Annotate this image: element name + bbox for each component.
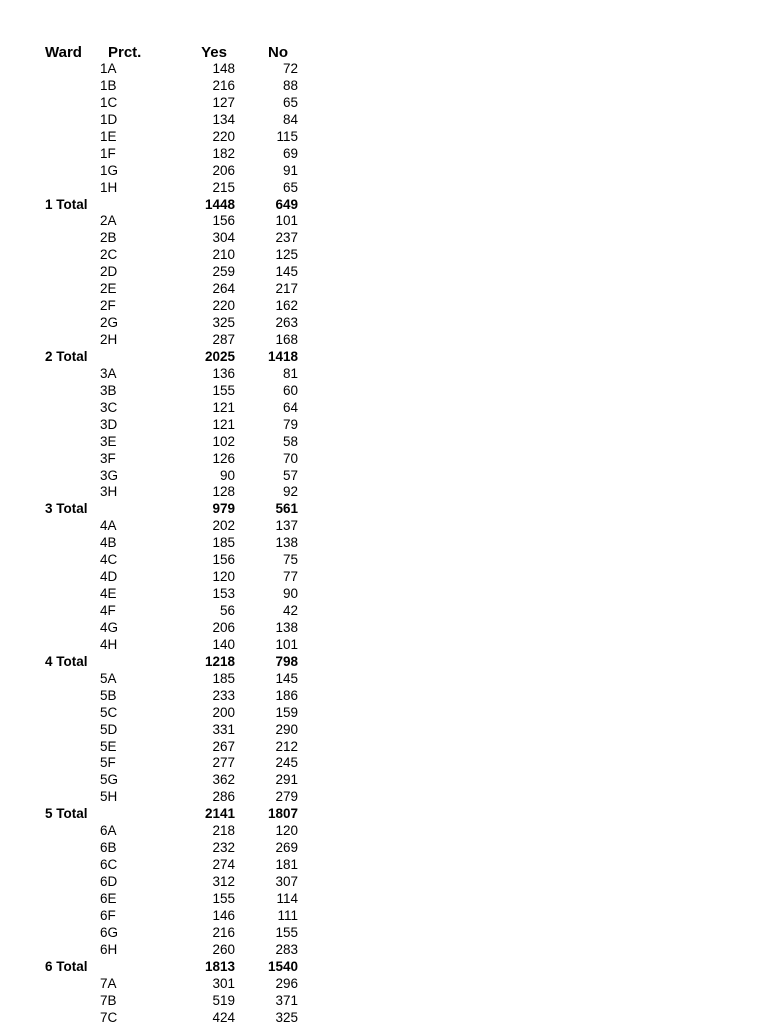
cell-yes: 155 bbox=[212, 891, 235, 908]
cell-prct: 5D bbox=[100, 722, 117, 739]
ward-total-row bbox=[0, 349, 768, 366]
cell-yes: 312 bbox=[212, 874, 235, 891]
table-row bbox=[0, 840, 768, 857]
table-row bbox=[0, 637, 768, 654]
table-row bbox=[0, 180, 768, 197]
cell-yes: 216 bbox=[212, 78, 235, 95]
cell-prct: 1F bbox=[100, 146, 116, 163]
cell-no: 181 bbox=[275, 857, 298, 874]
cell-ward: 6 Total bbox=[45, 959, 88, 976]
ward-total-row bbox=[0, 654, 768, 671]
cell-no: 263 bbox=[275, 315, 298, 332]
table-row bbox=[0, 755, 768, 772]
table-row bbox=[0, 264, 768, 281]
cell-no: 245 bbox=[275, 755, 298, 772]
cell-no: 168 bbox=[275, 332, 298, 349]
cell-no: 291 bbox=[275, 772, 298, 789]
cell-yes: 185 bbox=[212, 535, 235, 552]
cell-yes: 156 bbox=[212, 213, 235, 230]
table-row bbox=[0, 451, 768, 468]
cell-no: 371 bbox=[275, 993, 298, 1010]
cell-yes: 121 bbox=[212, 417, 235, 434]
cell-no: 91 bbox=[283, 163, 298, 180]
cell-prct: 2D bbox=[100, 264, 117, 281]
cell-prct: 3H bbox=[100, 484, 117, 501]
table-row bbox=[0, 993, 768, 1010]
table-row bbox=[0, 129, 768, 146]
cell-no: 290 bbox=[275, 722, 298, 739]
cell-prct: 4B bbox=[100, 535, 117, 552]
cell-yes: 216 bbox=[212, 925, 235, 942]
cell-prct: 4A bbox=[100, 518, 117, 535]
table-row bbox=[0, 61, 768, 78]
table-row bbox=[0, 688, 768, 705]
table-row bbox=[0, 230, 768, 247]
table-row bbox=[0, 281, 768, 298]
cell-no: 120 bbox=[275, 823, 298, 840]
cell-ward: 2 Total bbox=[45, 349, 88, 366]
cell-no: 125 bbox=[275, 247, 298, 264]
table-row bbox=[0, 78, 768, 95]
table-row bbox=[0, 163, 768, 180]
cell-prct: 5E bbox=[100, 739, 117, 756]
cell-yes: 153 bbox=[212, 586, 235, 603]
cell-no: 162 bbox=[275, 298, 298, 315]
cell-prct: 7A bbox=[100, 976, 117, 993]
cell-ward: 4 Total bbox=[45, 654, 88, 671]
cell-no: 92 bbox=[283, 484, 298, 501]
cell-prct: 3E bbox=[100, 434, 117, 451]
cell-no: 307 bbox=[275, 874, 298, 891]
cell-yes: 1813 bbox=[205, 959, 235, 976]
cell-no: 115 bbox=[276, 129, 298, 146]
table-row bbox=[0, 586, 768, 603]
cell-no: 137 bbox=[275, 518, 298, 535]
cell-no: 72 bbox=[283, 61, 298, 78]
cell-prct: 2C bbox=[100, 247, 117, 264]
cell-prct: 7B bbox=[100, 993, 117, 1010]
cell-yes: 286 bbox=[212, 789, 235, 806]
cell-prct: 1H bbox=[100, 180, 117, 197]
table-row bbox=[0, 417, 768, 434]
table-row bbox=[0, 671, 768, 688]
cell-no: 296 bbox=[275, 976, 298, 993]
cell-ward: 3 Total bbox=[45, 501, 88, 518]
cell-yes: 128 bbox=[212, 484, 235, 501]
cell-no: 58 bbox=[283, 434, 298, 451]
cell-prct: 5F bbox=[100, 755, 116, 772]
cell-yes: 232 bbox=[212, 840, 235, 857]
cell-prct: 6G bbox=[100, 925, 118, 942]
cell-prct: 6H bbox=[100, 942, 117, 959]
cell-prct: 6D bbox=[100, 874, 117, 891]
cell-no: 649 bbox=[275, 197, 298, 214]
table-row bbox=[0, 976, 768, 993]
cell-yes: 1448 bbox=[205, 197, 235, 214]
cell-yes: 979 bbox=[212, 501, 235, 518]
cell-prct: 1G bbox=[100, 163, 118, 180]
cell-prct: 3F bbox=[100, 451, 116, 468]
table-row bbox=[0, 383, 768, 400]
cell-no: 88 bbox=[283, 78, 298, 95]
cell-no: 561 bbox=[275, 501, 298, 518]
cell-ward: 1 Total bbox=[45, 197, 88, 214]
table-body bbox=[0, 61, 768, 1026]
cell-yes: 182 bbox=[212, 146, 235, 163]
table-row bbox=[0, 213, 768, 230]
cell-yes: 259 bbox=[212, 264, 235, 281]
cell-no: 138 bbox=[275, 535, 298, 552]
table-row bbox=[0, 789, 768, 806]
cell-prct: 2H bbox=[100, 332, 117, 349]
table-row bbox=[0, 925, 768, 942]
cell-no: 77 bbox=[283, 569, 298, 586]
cell-yes: 200 bbox=[212, 705, 235, 722]
table-row bbox=[0, 366, 768, 383]
cell-yes: 126 bbox=[212, 451, 235, 468]
table-row bbox=[0, 874, 768, 891]
cell-yes: 136 bbox=[212, 366, 235, 383]
cell-yes: 206 bbox=[212, 620, 235, 637]
cell-prct: 2A bbox=[100, 213, 117, 230]
cell-no: 269 bbox=[275, 840, 298, 857]
cell-no: 101 bbox=[275, 213, 298, 230]
cell-no: 159 bbox=[275, 705, 298, 722]
cell-prct: 1C bbox=[100, 95, 117, 112]
cell-yes: 155 bbox=[212, 383, 235, 400]
cell-yes: 301 bbox=[212, 976, 235, 993]
cell-prct: 2F bbox=[100, 298, 116, 315]
cell-yes: 331 bbox=[212, 722, 235, 739]
table-row bbox=[0, 332, 768, 349]
cell-no: 57 bbox=[283, 468, 298, 485]
cell-prct: 3A bbox=[100, 366, 117, 383]
cell-prct: 4D bbox=[100, 569, 117, 586]
cell-prct: 5C bbox=[100, 705, 117, 722]
cell-no: 237 bbox=[275, 230, 298, 247]
cell-yes: 148 bbox=[212, 61, 235, 78]
table-row bbox=[0, 620, 768, 637]
cell-yes: 90 bbox=[220, 468, 235, 485]
cell-prct: 1B bbox=[100, 78, 117, 95]
cell-yes: 260 bbox=[212, 942, 235, 959]
cell-no: 69 bbox=[283, 146, 298, 163]
cell-no: 90 bbox=[283, 586, 298, 603]
table-row bbox=[0, 535, 768, 552]
cell-yes: 274 bbox=[212, 857, 235, 874]
cell-no: 145 bbox=[275, 264, 298, 281]
table-row bbox=[0, 705, 768, 722]
cell-prct: 1A bbox=[100, 61, 117, 78]
cell-yes: 325 bbox=[212, 315, 235, 332]
cell-prct: 5H bbox=[100, 789, 117, 806]
table-row bbox=[0, 400, 768, 417]
cell-no: 111 bbox=[277, 908, 298, 925]
header-prct: Prct. bbox=[108, 44, 141, 61]
cell-no: 1418 bbox=[268, 349, 298, 366]
table-row bbox=[0, 908, 768, 925]
cell-yes: 277 bbox=[212, 755, 235, 772]
cell-yes: 220 bbox=[212, 129, 235, 146]
cell-yes: 206 bbox=[212, 163, 235, 180]
cell-yes: 120 bbox=[212, 569, 235, 586]
table-row bbox=[0, 518, 768, 535]
header-ward: Ward bbox=[45, 44, 82, 61]
cell-prct: 3G bbox=[100, 468, 118, 485]
cell-yes: 287 bbox=[212, 332, 235, 349]
cell-yes: 362 bbox=[212, 772, 235, 789]
header-no: No bbox=[268, 44, 288, 61]
cell-no: 65 bbox=[283, 95, 298, 112]
ward-total-row bbox=[0, 501, 768, 518]
cell-prct: 1D bbox=[100, 112, 117, 129]
cell-yes: 215 bbox=[212, 180, 235, 197]
cell-prct: 5G bbox=[100, 772, 118, 789]
cell-prct: 6F bbox=[100, 908, 116, 925]
cell-no: 145 bbox=[275, 671, 298, 688]
cell-no: 217 bbox=[275, 281, 298, 298]
cell-no: 212 bbox=[275, 739, 298, 756]
cell-yes: 1218 bbox=[205, 654, 235, 671]
cell-yes: 2025 bbox=[205, 349, 235, 366]
table-row bbox=[0, 552, 768, 569]
table-row bbox=[0, 484, 768, 501]
cell-prct: 3D bbox=[100, 417, 117, 434]
cell-prct: 4E bbox=[100, 586, 117, 603]
cell-no: 186 bbox=[275, 688, 298, 705]
cell-yes: 121 bbox=[212, 400, 235, 417]
cell-prct: 6B bbox=[100, 840, 117, 857]
cell-prct: 1E bbox=[100, 129, 117, 146]
cell-prct: 3B bbox=[100, 383, 117, 400]
cell-yes: 304 bbox=[212, 230, 235, 247]
table-row bbox=[0, 434, 768, 451]
table-row bbox=[0, 722, 768, 739]
table-row bbox=[0, 569, 768, 586]
cell-no: 283 bbox=[275, 942, 298, 959]
table-row bbox=[0, 95, 768, 112]
table-row bbox=[0, 823, 768, 840]
cell-prct: 4H bbox=[100, 637, 117, 654]
table-row bbox=[0, 891, 768, 908]
cell-prct: 6A bbox=[100, 823, 117, 840]
cell-no: 325 bbox=[275, 1010, 298, 1026]
cell-yes: 264 bbox=[212, 281, 235, 298]
cell-yes: 127 bbox=[212, 95, 235, 112]
cell-yes: 424 bbox=[212, 1010, 235, 1026]
cell-prct: 7C bbox=[100, 1010, 117, 1026]
cell-prct: 2B bbox=[100, 230, 117, 247]
table-row bbox=[0, 857, 768, 874]
table-row bbox=[0, 603, 768, 620]
table-row bbox=[0, 468, 768, 485]
cell-prct: 6C bbox=[100, 857, 117, 874]
cell-no: 79 bbox=[283, 417, 298, 434]
cell-no: 798 bbox=[275, 654, 298, 671]
table-row bbox=[0, 739, 768, 756]
cell-no: 64 bbox=[283, 400, 298, 417]
cell-yes: 202 bbox=[212, 518, 235, 535]
cell-ward: 5 Total bbox=[45, 806, 88, 823]
cell-no: 81 bbox=[283, 366, 298, 383]
cell-yes: 185 bbox=[212, 671, 235, 688]
cell-prct: 2E bbox=[100, 281, 117, 298]
cell-yes: 134 bbox=[212, 112, 235, 129]
cell-yes: 267 bbox=[212, 739, 235, 756]
cell-yes: 146 bbox=[212, 908, 235, 925]
vote-table bbox=[0, 44, 768, 1026]
cell-no: 65 bbox=[283, 180, 298, 197]
cell-no: 279 bbox=[275, 789, 298, 806]
cell-no: 60 bbox=[283, 383, 298, 400]
cell-no: 1540 bbox=[268, 959, 298, 976]
cell-no: 84 bbox=[283, 112, 298, 129]
cell-no: 42 bbox=[283, 603, 298, 620]
cell-yes: 156 bbox=[212, 552, 235, 569]
cell-yes: 2141 bbox=[205, 806, 235, 823]
cell-no: 101 bbox=[275, 637, 298, 654]
cell-prct: 4C bbox=[100, 552, 117, 569]
cell-prct: 2G bbox=[100, 315, 118, 332]
header-yes: Yes bbox=[201, 44, 227, 61]
cell-no: 75 bbox=[283, 552, 298, 569]
cell-yes: 210 bbox=[212, 247, 235, 264]
cell-prct: 5A bbox=[100, 671, 117, 688]
table-row bbox=[0, 942, 768, 959]
table-row bbox=[0, 112, 768, 129]
ward-total-row bbox=[0, 806, 768, 823]
cell-yes: 56 bbox=[220, 603, 235, 620]
cell-prct: 6E bbox=[100, 891, 117, 908]
cell-prct: 4G bbox=[100, 620, 118, 637]
cell-no: 1807 bbox=[268, 806, 298, 823]
cell-yes: 233 bbox=[212, 688, 235, 705]
cell-prct: 5B bbox=[100, 688, 117, 705]
cell-yes: 220 bbox=[212, 298, 235, 315]
table-row bbox=[0, 298, 768, 315]
cell-yes: 519 bbox=[212, 993, 235, 1010]
cell-yes: 140 bbox=[212, 637, 235, 654]
table-header bbox=[0, 44, 768, 61]
cell-no: 155 bbox=[275, 925, 298, 942]
table-row bbox=[0, 146, 768, 163]
ward-total-row bbox=[0, 959, 768, 976]
cell-yes: 218 bbox=[212, 823, 235, 840]
cell-prct: 3C bbox=[100, 400, 117, 417]
cell-yes: 102 bbox=[212, 434, 235, 451]
cell-no: 138 bbox=[275, 620, 298, 637]
table-row bbox=[0, 247, 768, 264]
table-row bbox=[0, 315, 768, 332]
table-row bbox=[0, 772, 768, 789]
cell-no: 70 bbox=[283, 451, 298, 468]
cell-no: 114 bbox=[276, 891, 298, 908]
cell-prct: 4F bbox=[100, 603, 116, 620]
ward-total-row bbox=[0, 197, 768, 214]
